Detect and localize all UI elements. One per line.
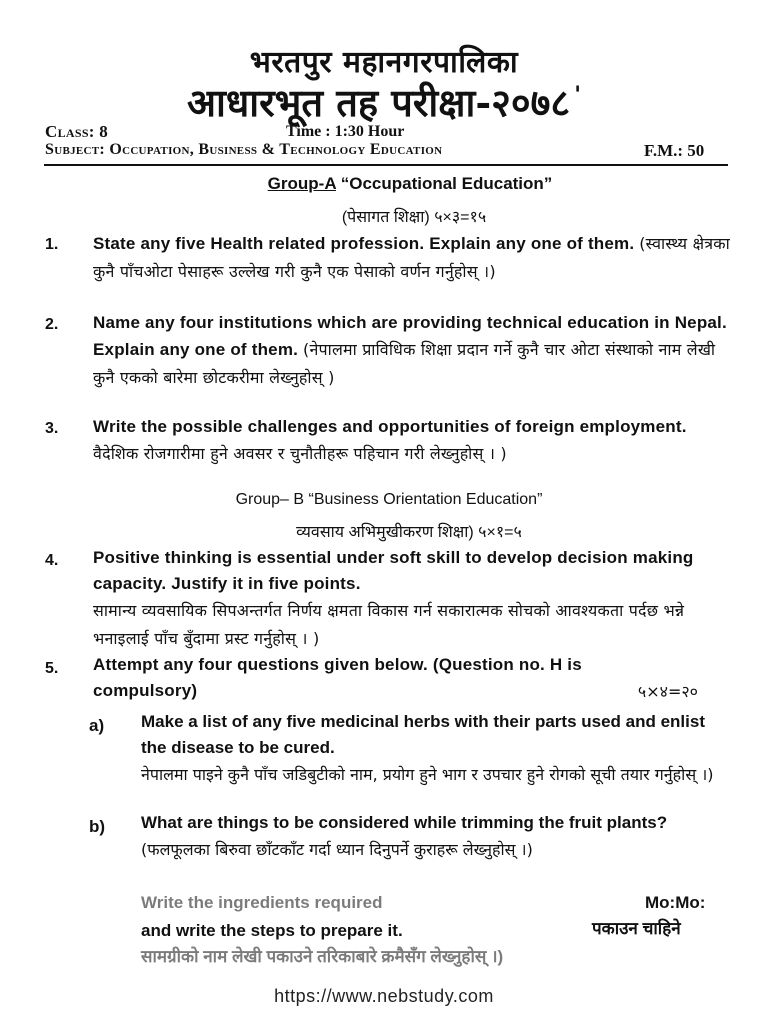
sub-question-c-line-1: Write the ingredients required [141, 893, 383, 912]
question-3-number: 3. [45, 420, 59, 437]
time-label: Time : 1:30 Hour [286, 123, 405, 140]
question-4-nepali: सामान्य व्यवसायिक सिपअन्तर्गत निर्णय क्षमता विकास गर्न सकारात्मक सोचको आवश्यकता पर्दछ भन्ने भनाइलाई पाँच बुँदामा प्रस्ट गर्नुहोस् । ) [93, 601, 685, 648]
subject-label: Subject: Occupation, Business & Technology Education [45, 141, 443, 158]
group-a-title: “Occupational Education” [340, 174, 553, 193]
question-5 [93, 652, 731, 704]
question-2 [93, 310, 731, 392]
sub-question-c-nepali: सामग्रीको नाम लेखी पकाउने तरिकाबारे क्रमैसँग लेख्नुहोस् ।) [141, 947, 504, 966]
group-a-heading [0, 174, 768, 194]
question-2-english: Name any four institutions which are providing technical education in Nepal. Explain any one of them. [93, 313, 727, 359]
tick-mark: ' [574, 82, 581, 109]
group-b-nepali: व्यवसाय अभिमुखीकरण शिक्षा) ५×१=५ [296, 524, 522, 541]
group-a-nepali: (पेसागत शिक्षा) ५×३=१५ [341, 209, 487, 226]
question-3-english: Write the possible challenges and opportunities of foreign employment. [93, 417, 687, 436]
question-5-line-2: compulsory) [93, 681, 198, 700]
sub-question-b [141, 810, 731, 864]
sub-question-a [141, 709, 731, 789]
question-3-nepali: वैदेशिक रोजगारीमा हुने अवसर र चुनौतीहरू पहिचान गरी लेख्नुहोस् । ) [93, 444, 507, 463]
question-5-marks: ५×४=२० [637, 682, 698, 701]
question-4-english: Positive thinking is essential under soft skill to develop decision making capacity. Justify it in five points. [93, 548, 694, 593]
question-5-number: 5. [45, 660, 59, 677]
header-divider [44, 164, 728, 166]
sub-question-c-line-2: and write the steps to prepare it. [141, 921, 403, 940]
question-1-number: 1. [45, 236, 59, 253]
question-4 [93, 545, 731, 653]
exam-title-text: आधारभूत तह परीक्षा-२०७८ [187, 80, 571, 125]
municipality-heading: भरतपुर महानगरपालिका [249, 45, 519, 80]
momo-label: Mo:Mo: [645, 893, 706, 912]
question-5-line-1: Attempt any four questions given below. (Question no. H is [93, 655, 582, 674]
exam-title [0, 76, 768, 128]
question-4-number: 4. [45, 552, 59, 569]
question-2-nepali: (नेपालमा प्राविधिक शिक्षा प्रदान गर्ने कुनै चार ओटा संस्थाको नाम लेखी कुनै एकको बारेमा छोटकरीमा लेख्नुहोस् ) [93, 340, 716, 387]
question-2-number: 2. [45, 316, 59, 333]
sub-question-a-english: Make a list of any five medicinal herbs with their parts used and enlist the disease to be cured. [141, 712, 705, 757]
footer-url[interactable]: https://www.nebstudy.com [274, 986, 494, 1006]
full-marks-label: F.M.: 50 [644, 141, 705, 160]
sub-question-b-nepali: (फलफूलका बिरुवा छाँटकाँट गर्दा ध्यान दिनुपर्ने कुराहरू लेख्नुहोस् ।) [141, 840, 533, 859]
question-1-english: State any five Health related profession. Explain any one of them. [93, 234, 635, 253]
question-3 [93, 414, 731, 468]
question-1-nepali: (स्वास्थ्य क्षेत्रका कुनै पाँचओटा पेसाहरू उल्लेख गरी कुनै एक पेसाको वर्णन गर्नुहोस् ।) [93, 234, 730, 281]
group-a-label: Group-A [267, 174, 336, 193]
class-label: Class: 8 [45, 122, 109, 141]
sub-question-b-label: b) [89, 817, 106, 836]
group-b-heading: Group– B “Business Orientation Education” [235, 491, 543, 508]
question-1 [93, 230, 731, 286]
sub-question-b-english: What are things to be considered while trimming the fruit plants? [141, 813, 668, 832]
sub-question-a-label: a) [89, 716, 105, 735]
sub-question-a-nepali: नेपालमा पाइने कुनै पाँच जडिबुटीको नाम, प्रयोग हुने भाग र उपचार हुने रोगको सूची तयार गर्नुहोस् ।) [141, 765, 714, 784]
sub-question-c-nepali-tail: पकाउन चाहिने [592, 919, 681, 938]
